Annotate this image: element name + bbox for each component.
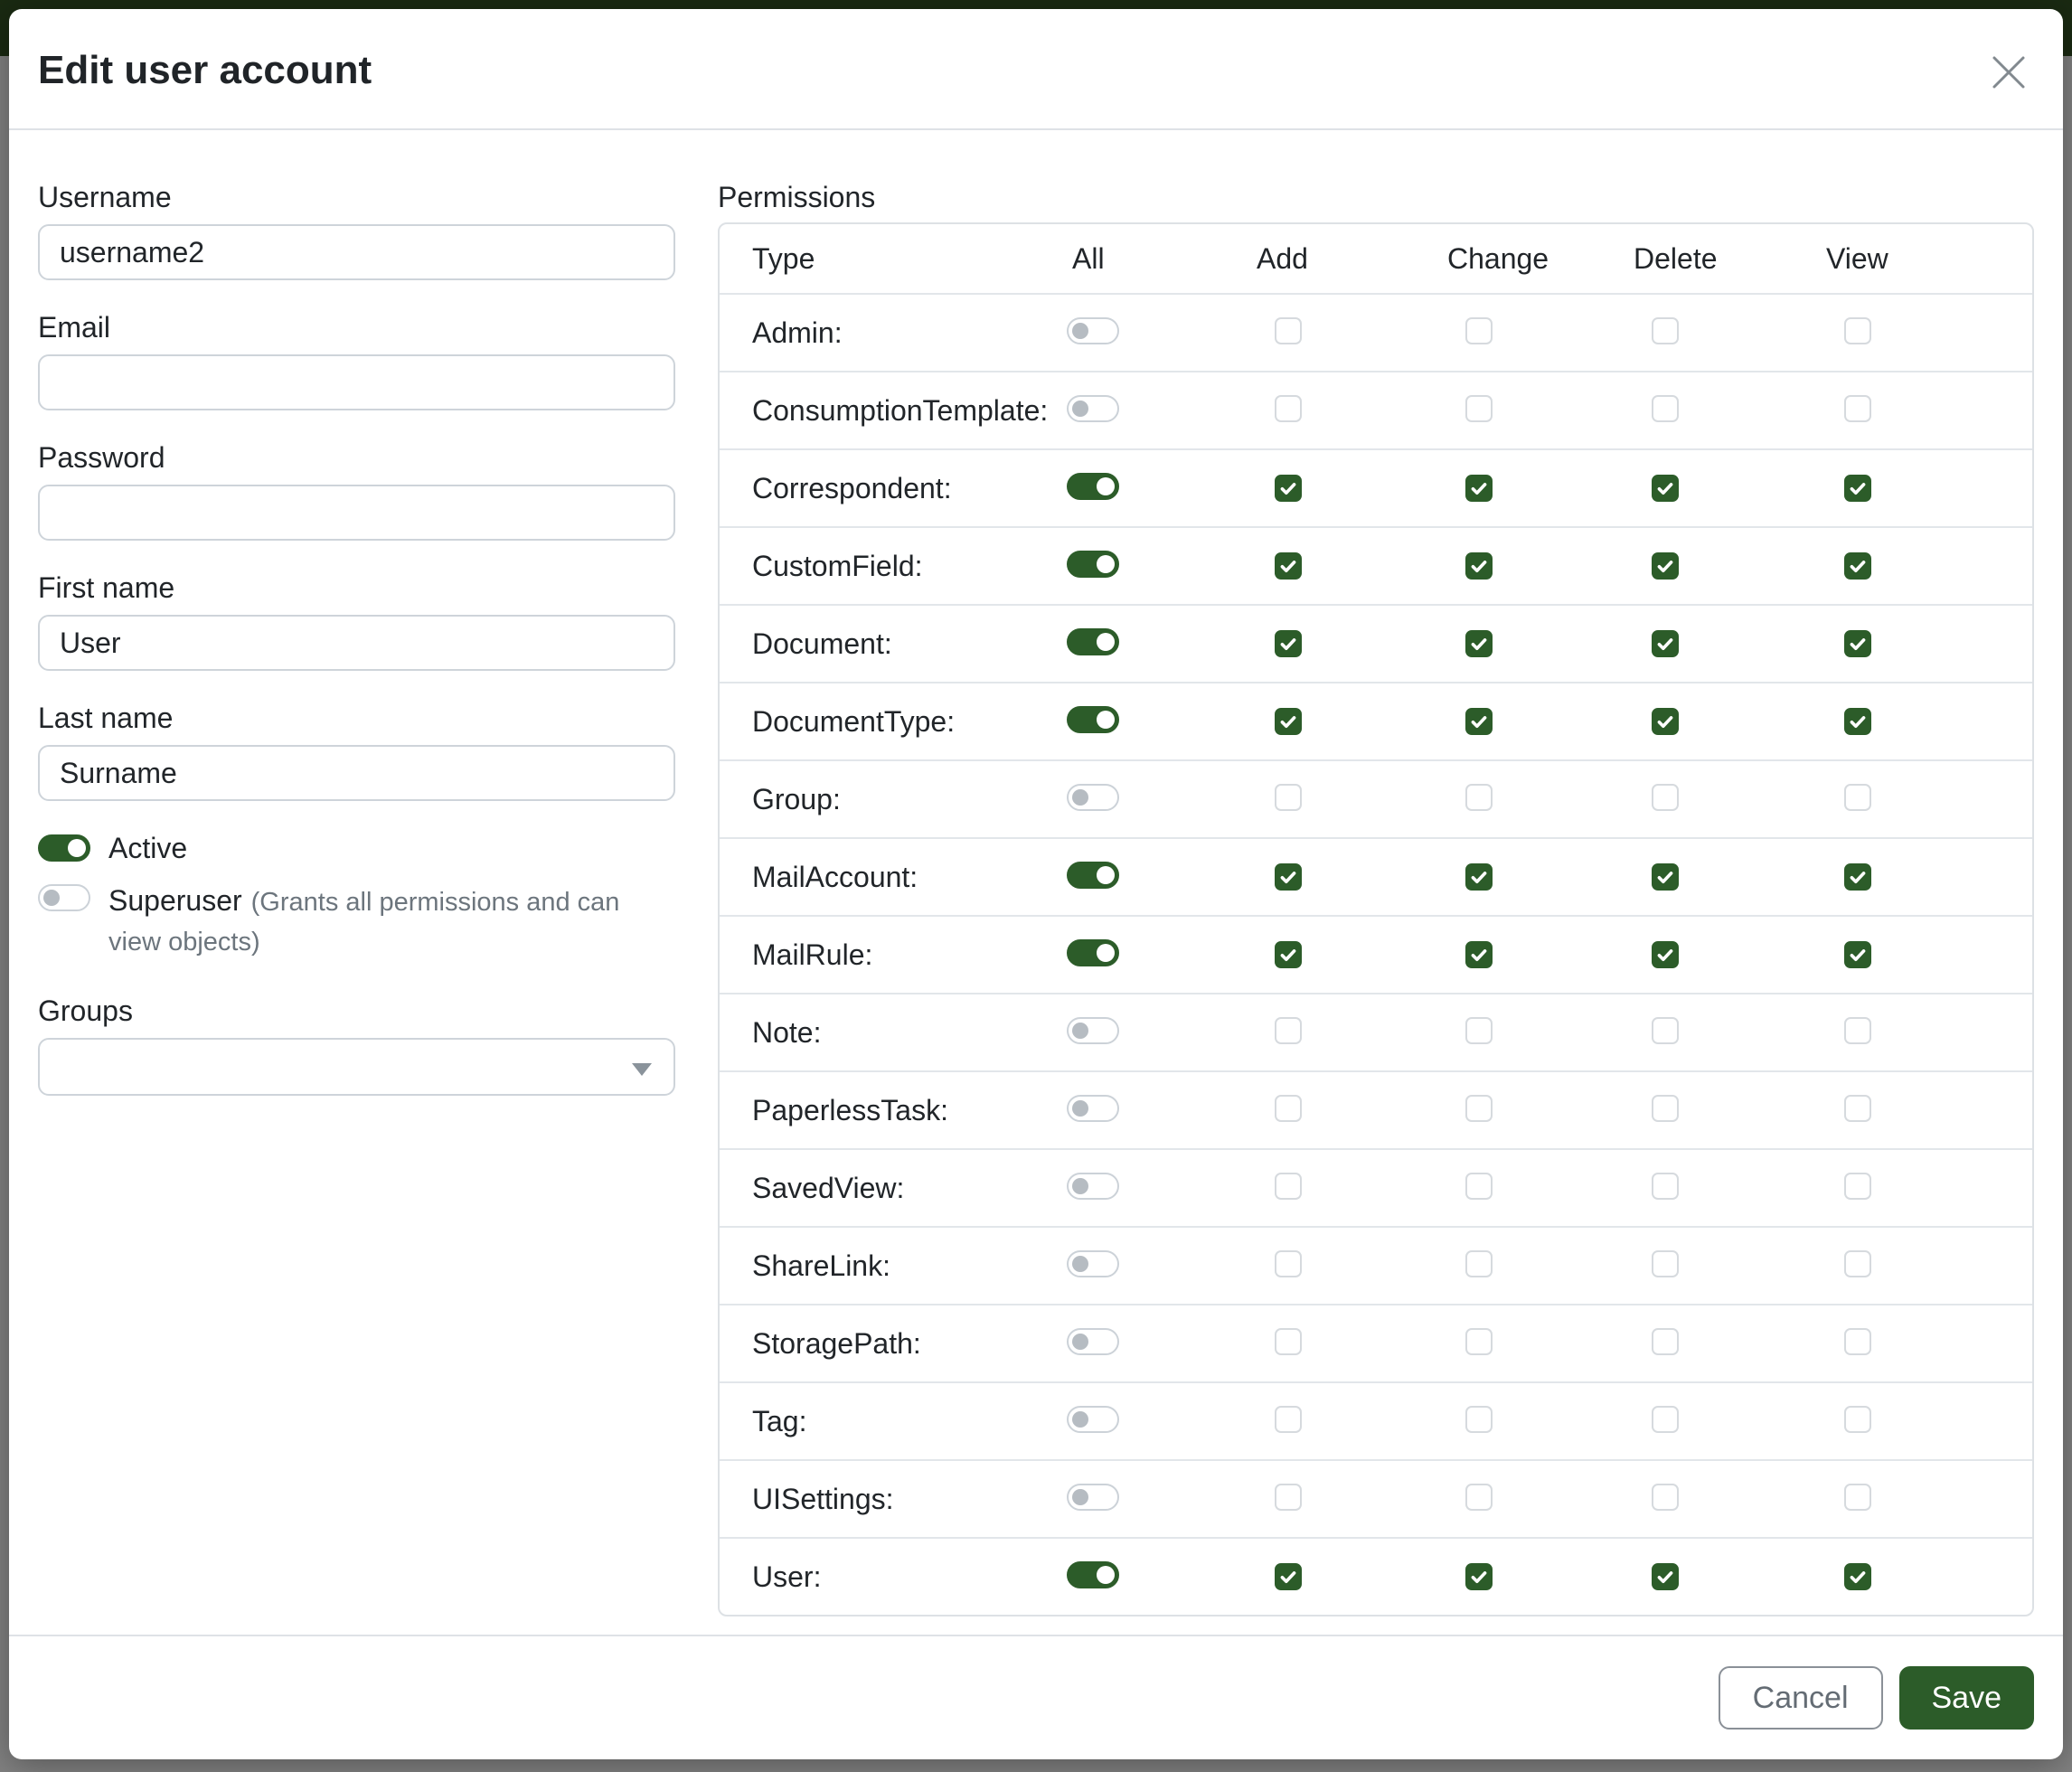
- permission-all-toggle[interactable]: [1067, 1095, 1119, 1122]
- toggle-knob: [1072, 1023, 1088, 1039]
- permission-add-cell: [1257, 1017, 1447, 1049]
- last-name-label: Last name: [38, 702, 174, 734]
- permission-all-toggle[interactable]: [1067, 1561, 1119, 1588]
- permission-change-cell: [1447, 863, 1634, 891]
- edit-user-modal: [9, 9, 2063, 1759]
- permission-type: ShareLink:: [752, 1249, 890, 1282]
- permission-change-checkbox[interactable]: [1465, 1173, 1493, 1200]
- groups-field-group: [38, 993, 675, 1096]
- permission-all-toggle[interactable]: [1067, 628, 1119, 655]
- permission-add-cell: [1257, 317, 1447, 349]
- permission-row: [720, 1304, 2032, 1381]
- toggle-knob: [43, 890, 60, 906]
- check-icon: [1469, 556, 1489, 576]
- permission-delete-cell: [1634, 1095, 1826, 1126]
- check-icon: [1278, 556, 1298, 576]
- permission-change-checkbox[interactable]: [1465, 552, 1493, 580]
- permission-change-cell: [1447, 1406, 1634, 1437]
- permission-add-checkbox[interactable]: [1275, 1095, 1302, 1122]
- permission-delete-cell: [1634, 863, 1826, 891]
- permission-type: Note:: [752, 1015, 822, 1049]
- permission-add-cell: [1257, 395, 1447, 427]
- password-input[interactable]: [38, 485, 675, 541]
- permission-all-cell: [1060, 939, 1257, 971]
- superuser-label: Superuser: [108, 884, 242, 917]
- permission-type: MailAccount:: [752, 860, 918, 893]
- permission-change-checkbox[interactable]: [1465, 1328, 1493, 1355]
- permission-all-cell: [1060, 1173, 1257, 1204]
- permission-view-checkbox[interactable]: [1844, 941, 1871, 968]
- permission-view-checkbox[interactable]: [1844, 708, 1871, 735]
- permission-view-cell: [1826, 1563, 2032, 1591]
- permission-add-cell: [1257, 1250, 1447, 1282]
- permission-change-checkbox[interactable]: [1465, 630, 1493, 657]
- check-icon: [1848, 556, 1868, 576]
- active-row: [38, 830, 675, 866]
- permission-change-cell: [1447, 317, 1634, 349]
- permission-delete-checkbox[interactable]: [1652, 708, 1679, 735]
- permission-add-checkbox[interactable]: [1275, 475, 1302, 502]
- permission-row: [720, 1459, 2032, 1537]
- permission-all-cell: [1060, 1095, 1257, 1126]
- permission-all-cell: [1060, 1250, 1257, 1282]
- permission-add-cell: [1257, 1484, 1447, 1515]
- permission-all-toggle[interactable]: [1067, 939, 1119, 966]
- check-icon: [1278, 1567, 1298, 1587]
- permission-add-cell: [1257, 1563, 1447, 1591]
- permissions-rows: [720, 293, 2032, 1615]
- first-name-label: First name: [38, 571, 175, 604]
- permission-delete-cell: [1634, 1563, 1826, 1591]
- toggle-knob: [1072, 401, 1088, 417]
- permission-delete-checkbox[interactable]: [1652, 1017, 1679, 1044]
- permission-change-cell: [1447, 552, 1634, 580]
- save-button[interactable]: Save: [1899, 1666, 2035, 1730]
- permission-add-cell: [1257, 1173, 1447, 1204]
- permission-view-cell: [1826, 1250, 2032, 1282]
- permission-view-checkbox[interactable]: [1844, 1173, 1871, 1200]
- permission-add-checkbox[interactable]: [1275, 1328, 1302, 1355]
- permission-delete-cell: [1634, 1250, 1826, 1282]
- permission-delete-checkbox[interactable]: [1652, 475, 1679, 502]
- permission-type: SavedView:: [752, 1171, 905, 1204]
- permission-all-toggle[interactable]: [1067, 1484, 1119, 1511]
- permission-view-checkbox[interactable]: [1844, 395, 1871, 422]
- toggle-knob: [1072, 1489, 1088, 1505]
- permission-add-cell: [1257, 784, 1447, 815]
- toggle-knob: [1097, 711, 1115, 729]
- permission-change-cell: [1447, 1563, 1634, 1591]
- permission-all-toggle[interactable]: [1067, 1017, 1119, 1044]
- permission-row: [720, 293, 2032, 371]
- toggle-knob: [1097, 944, 1115, 962]
- permission-type: StoragePath:: [752, 1326, 921, 1360]
- first-name-field-group: [38, 570, 675, 671]
- permission-add-checkbox[interactable]: [1275, 1173, 1302, 1200]
- permission-add-checkbox[interactable]: [1275, 1406, 1302, 1433]
- permission-delete-checkbox[interactable]: [1652, 1406, 1679, 1433]
- permission-type: UISettings:: [752, 1482, 894, 1515]
- check-icon: [1848, 945, 1868, 965]
- permission-view-cell: [1826, 1095, 2032, 1126]
- check-icon: [1469, 478, 1489, 498]
- permission-change-cell: [1447, 941, 1634, 969]
- permission-row: [720, 1381, 2032, 1459]
- permission-type: Document:: [752, 627, 892, 660]
- permission-add-checkbox[interactable]: [1275, 784, 1302, 811]
- check-icon: [1469, 712, 1489, 731]
- user-form: [38, 179, 675, 1635]
- permission-all-toggle[interactable]: [1067, 1250, 1119, 1277]
- toggle-knob: [1072, 1100, 1088, 1117]
- check-icon: [1278, 945, 1298, 965]
- superuser-hint: (Grants all permissions and can view objects): [108, 888, 620, 957]
- permission-all-cell: [1060, 1561, 1257, 1593]
- check-icon: [1848, 478, 1868, 498]
- permission-change-checkbox[interactable]: [1465, 1250, 1493, 1277]
- permission-type: DocumentType:: [752, 704, 956, 738]
- permission-view-checkbox[interactable]: [1844, 1250, 1871, 1277]
- permission-add-cell: [1257, 630, 1447, 658]
- email-input[interactable]: [38, 354, 675, 410]
- permission-change-cell: [1447, 630, 1634, 658]
- column-header-change: Change: [1447, 241, 1549, 275]
- permission-all-cell: [1060, 1017, 1257, 1049]
- permission-view-checkbox[interactable]: [1844, 317, 1871, 344]
- permission-all-toggle[interactable]: [1067, 1328, 1119, 1355]
- permissions-section: [718, 179, 2034, 1635]
- permission-delete-checkbox[interactable]: [1652, 395, 1679, 422]
- permission-change-cell: [1447, 1095, 1634, 1126]
- permission-delete-checkbox[interactable]: [1652, 1484, 1679, 1511]
- groups-select[interactable]: [38, 1038, 675, 1096]
- check-icon: [1278, 478, 1298, 498]
- permission-all-cell: [1060, 784, 1257, 815]
- toggle-knob: [1097, 633, 1115, 651]
- permission-delete-cell: [1634, 1017, 1826, 1049]
- permission-type: Group:: [752, 782, 841, 815]
- permission-all-cell: [1060, 628, 1257, 660]
- permission-all-toggle[interactable]: [1067, 1173, 1119, 1200]
- permission-add-checkbox[interactable]: [1275, 1017, 1302, 1044]
- permission-view-cell: [1826, 1328, 2032, 1360]
- permission-delete-checkbox[interactable]: [1652, 552, 1679, 580]
- permission-delete-checkbox[interactable]: [1652, 1563, 1679, 1590]
- check-icon: [1655, 556, 1675, 576]
- permission-row: [720, 1226, 2032, 1304]
- toggle-knob: [1072, 1256, 1088, 1272]
- permission-all-toggle[interactable]: [1067, 784, 1119, 811]
- check-icon: [1848, 712, 1868, 731]
- permission-type: Tag:: [752, 1404, 807, 1437]
- permission-view-cell: [1826, 1017, 2032, 1049]
- permission-view-checkbox[interactable]: [1844, 1406, 1871, 1433]
- permission-all-cell: [1060, 862, 1257, 893]
- permission-row: [720, 448, 2032, 526]
- permission-type: Correspondent:: [752, 471, 952, 504]
- permission-delete-cell: [1634, 1484, 1826, 1515]
- permission-delete-cell: [1634, 630, 1826, 658]
- last-name-field-group: [38, 700, 675, 801]
- password-field-group: [38, 439, 675, 541]
- permission-view-checkbox[interactable]: [1844, 863, 1871, 891]
- first-name-input[interactable]: [38, 615, 675, 671]
- permission-delete-cell: [1634, 941, 1826, 969]
- permission-row: [720, 604, 2032, 682]
- check-icon: [1278, 634, 1298, 654]
- superuser-toggle[interactable]: [38, 884, 90, 911]
- permission-delete-checkbox[interactable]: [1652, 784, 1679, 811]
- permission-change-cell: [1447, 395, 1634, 427]
- email-label: Email: [38, 311, 111, 344]
- permission-row: [720, 1537, 2032, 1615]
- username-input[interactable]: [38, 224, 675, 280]
- toggle-knob: [1072, 323, 1088, 339]
- permission-all-cell: [1060, 1484, 1257, 1515]
- permission-add-cell: [1257, 552, 1447, 580]
- permission-add-checkbox[interactable]: [1275, 395, 1302, 422]
- close-button[interactable]: [1987, 51, 2030, 94]
- permission-all-cell: [1060, 706, 1257, 738]
- superuser-row: [38, 882, 675, 962]
- permission-row: [720, 837, 2032, 915]
- permission-view-checkbox[interactable]: [1844, 1563, 1871, 1590]
- column-header-all: All: [1072, 241, 1105, 275]
- permission-delete-cell: [1634, 708, 1826, 736]
- permission-view-checkbox[interactable]: [1844, 1095, 1871, 1122]
- permission-delete-cell: [1634, 317, 1826, 349]
- permission-add-cell: [1257, 1095, 1447, 1126]
- permission-delete-checkbox[interactable]: [1652, 863, 1679, 891]
- toggle-knob: [1072, 1411, 1088, 1428]
- permission-change-cell: [1447, 784, 1634, 815]
- check-icon: [1848, 634, 1868, 654]
- permission-view-cell: [1826, 552, 2032, 580]
- permission-view-cell: [1826, 630, 2032, 658]
- permission-change-checkbox[interactable]: [1465, 475, 1493, 502]
- active-label: Active: [108, 832, 188, 864]
- permission-all-cell: [1060, 317, 1257, 349]
- permissions-table: [718, 222, 2034, 1616]
- permission-delete-checkbox[interactable]: [1652, 1095, 1679, 1122]
- permission-row: [720, 759, 2032, 837]
- modal-footer: [9, 1635, 2063, 1759]
- permission-all-toggle[interactable]: [1067, 1406, 1119, 1433]
- permission-change-checkbox[interactable]: [1465, 395, 1493, 422]
- close-icon: [1987, 51, 2030, 94]
- permission-add-cell: [1257, 1406, 1447, 1437]
- modal-body: [9, 130, 2063, 1635]
- check-icon: [1848, 867, 1868, 887]
- permission-type: ConsumptionTemplate:: [752, 393, 1049, 427]
- permissions-header-row: [720, 224, 2032, 293]
- permission-add-checkbox[interactable]: [1275, 941, 1302, 968]
- permission-delete-cell: [1634, 552, 1826, 580]
- permission-change-checkbox[interactable]: [1465, 1484, 1493, 1511]
- permission-view-cell: [1826, 708, 2032, 736]
- permission-type: Admin:: [752, 316, 843, 349]
- permission-delete-cell: [1634, 1173, 1826, 1204]
- username-label: Username: [38, 181, 172, 213]
- permission-view-cell: [1826, 863, 2032, 891]
- permissions-heading: Permissions: [718, 181, 876, 213]
- toggle-knob: [1097, 477, 1115, 495]
- check-icon: [1469, 867, 1489, 887]
- permission-view-checkbox[interactable]: [1844, 1017, 1871, 1044]
- permission-change-cell: [1447, 1250, 1634, 1282]
- permission-all-toggle[interactable]: [1067, 862, 1119, 889]
- permission-all-toggle[interactable]: [1067, 706, 1119, 733]
- check-icon: [1848, 1567, 1868, 1587]
- permission-type: CustomField:: [752, 549, 923, 582]
- permission-view-cell: [1826, 475, 2032, 503]
- column-header-view: View: [1826, 241, 1888, 275]
- permission-delete-checkbox[interactable]: [1652, 1250, 1679, 1277]
- superuser-text: [108, 882, 651, 962]
- check-icon: [1469, 945, 1489, 965]
- permission-view-cell: [1826, 1406, 2032, 1437]
- permission-add-checkbox[interactable]: [1275, 1250, 1302, 1277]
- permission-view-checkbox[interactable]: [1844, 475, 1871, 502]
- permission-add-checkbox[interactable]: [1275, 1563, 1302, 1590]
- permission-add-checkbox[interactable]: [1275, 708, 1302, 735]
- permission-change-cell: [1447, 475, 1634, 503]
- toggle-knob: [1072, 1334, 1088, 1350]
- permission-add-checkbox[interactable]: [1275, 552, 1302, 580]
- toggle-knob: [1072, 1178, 1088, 1194]
- permission-change-cell: [1447, 1328, 1634, 1360]
- permission-all-cell: [1060, 1406, 1257, 1437]
- check-icon: [1278, 867, 1298, 887]
- permission-row: [720, 371, 2032, 448]
- permission-add-checkbox[interactable]: [1275, 1484, 1302, 1511]
- permission-change-checkbox[interactable]: [1465, 1095, 1493, 1122]
- check-icon: [1655, 1567, 1675, 1587]
- permission-view-cell: [1826, 1173, 2032, 1204]
- modal-title: Edit user account: [38, 48, 372, 92]
- permission-row: [720, 1070, 2032, 1148]
- check-icon: [1655, 945, 1675, 965]
- modal-header: [9, 9, 2063, 130]
- check-icon: [1469, 634, 1489, 654]
- permission-type: PaperlessTask:: [752, 1093, 948, 1126]
- permission-type: MailRule:: [752, 938, 873, 971]
- check-icon: [1278, 712, 1298, 731]
- permission-add-cell: [1257, 863, 1447, 891]
- permission-delete-checkbox[interactable]: [1652, 317, 1679, 344]
- permission-type: User:: [752, 1560, 822, 1593]
- permission-add-cell: [1257, 708, 1447, 736]
- permission-view-checkbox[interactable]: [1844, 552, 1871, 580]
- active-toggle[interactable]: [38, 834, 90, 862]
- permission-delete-checkbox[interactable]: [1652, 630, 1679, 657]
- permission-delete-checkbox[interactable]: [1652, 1328, 1679, 1355]
- permission-change-checkbox[interactable]: [1465, 1563, 1493, 1590]
- permission-row: [720, 915, 2032, 993]
- permission-change-checkbox[interactable]: [1465, 784, 1493, 811]
- permission-row: [720, 1148, 2032, 1226]
- permission-view-checkbox[interactable]: [1844, 784, 1871, 811]
- last-name-input[interactable]: [38, 745, 675, 801]
- permission-row: [720, 526, 2032, 604]
- permission-change-cell: [1447, 708, 1634, 736]
- permission-all-toggle[interactable]: [1067, 473, 1119, 500]
- permission-change-checkbox[interactable]: [1465, 708, 1493, 735]
- check-icon: [1655, 634, 1675, 654]
- groups-label: Groups: [38, 994, 133, 1027]
- permission-add-cell: [1257, 941, 1447, 969]
- permission-view-cell: [1826, 1484, 2032, 1515]
- column-header-type: Type: [752, 241, 815, 275]
- email-field-group: [38, 309, 675, 410]
- permission-all-toggle[interactable]: [1067, 551, 1119, 578]
- permission-change-checkbox[interactable]: [1465, 941, 1493, 968]
- permission-delete-cell: [1634, 784, 1826, 815]
- permission-all-cell: [1060, 473, 1257, 504]
- check-icon: [1655, 712, 1675, 731]
- permission-all-toggle[interactable]: [1067, 395, 1119, 422]
- column-header-delete: Delete: [1634, 241, 1718, 275]
- username-field-group: [38, 179, 675, 280]
- toggle-knob: [1097, 555, 1115, 573]
- permission-change-checkbox[interactable]: [1465, 863, 1493, 891]
- permission-delete-checkbox[interactable]: [1652, 941, 1679, 968]
- chevron-down-icon: [632, 1063, 652, 1076]
- permission-all-cell: [1060, 395, 1257, 427]
- check-icon: [1655, 867, 1675, 887]
- permission-view-cell: [1826, 784, 2032, 815]
- permission-change-checkbox[interactable]: [1465, 317, 1493, 344]
- permission-all-toggle[interactable]: [1067, 317, 1119, 344]
- check-icon: [1655, 478, 1675, 498]
- permission-view-checkbox[interactable]: [1844, 630, 1871, 657]
- permission-delete-cell: [1634, 1328, 1826, 1360]
- permission-change-cell: [1447, 1173, 1634, 1204]
- permission-delete-checkbox[interactable]: [1652, 1173, 1679, 1200]
- permission-delete-cell: [1634, 475, 1826, 503]
- permission-change-cell: [1447, 1484, 1634, 1515]
- permission-view-checkbox[interactable]: [1844, 1484, 1871, 1511]
- toggle-knob: [1097, 866, 1115, 884]
- permission-view-cell: [1826, 941, 2032, 969]
- toggle-knob: [68, 839, 86, 857]
- permission-all-cell: [1060, 551, 1257, 582]
- permission-view-checkbox[interactable]: [1844, 1328, 1871, 1355]
- permission-row: [720, 682, 2032, 759]
- permission-add-cell: [1257, 475, 1447, 503]
- toggle-knob: [1097, 1566, 1115, 1584]
- permission-all-cell: [1060, 1328, 1257, 1360]
- permission-change-checkbox[interactable]: [1465, 1406, 1493, 1433]
- check-icon: [1469, 1567, 1489, 1587]
- permission-add-checkbox[interactable]: [1275, 630, 1302, 657]
- column-header-add: Add: [1257, 241, 1308, 275]
- cancel-button[interactable]: Cancel: [1719, 1666, 1883, 1730]
- permission-delete-cell: [1634, 395, 1826, 427]
- permission-delete-cell: [1634, 1406, 1826, 1437]
- toggle-knob: [1072, 789, 1088, 806]
- permission-view-cell: [1826, 395, 2032, 427]
- permission-view-cell: [1826, 317, 2032, 349]
- permission-add-checkbox[interactable]: [1275, 863, 1302, 891]
- permission-row: [720, 993, 2032, 1070]
- permission-change-cell: [1447, 1017, 1634, 1049]
- permission-change-checkbox[interactable]: [1465, 1017, 1493, 1044]
- password-label: Password: [38, 441, 165, 474]
- permission-add-cell: [1257, 1328, 1447, 1360]
- permission-add-checkbox[interactable]: [1275, 317, 1302, 344]
